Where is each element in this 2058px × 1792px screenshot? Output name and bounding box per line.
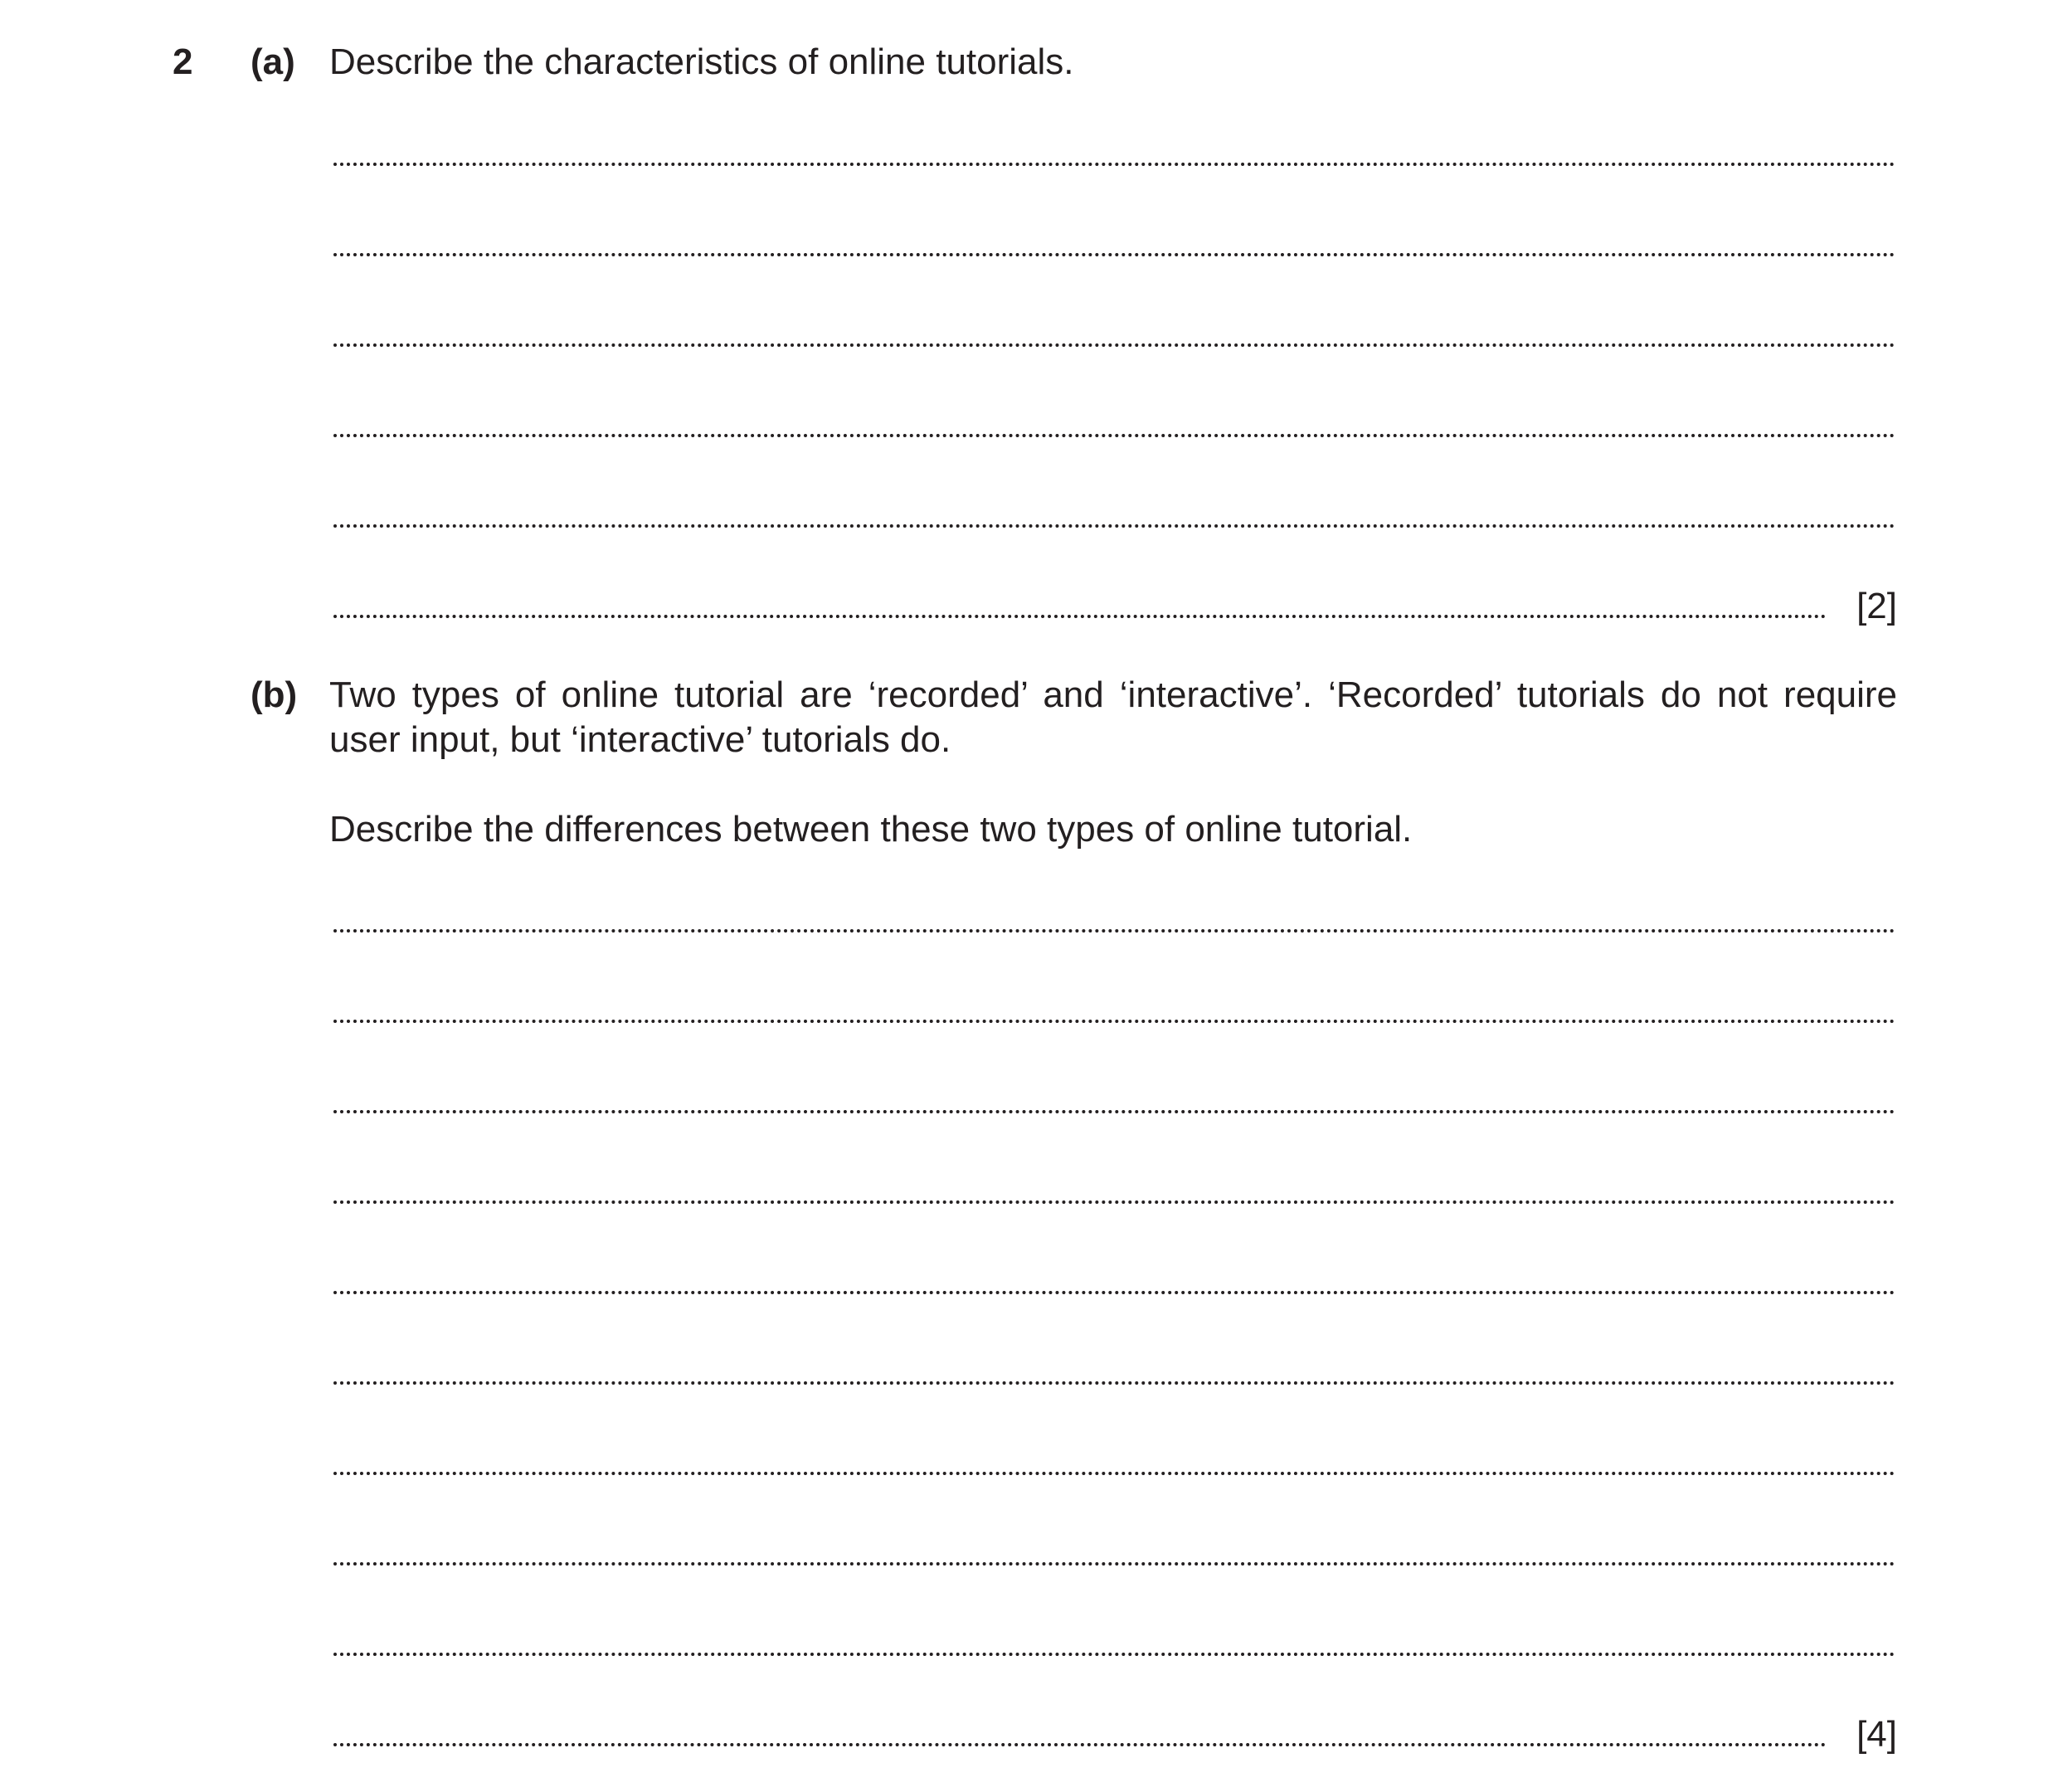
part-b-intro: Two types of online tutorial are ‘recorded’ and ‘interactive’. ‘Recorded’ tutorials do not require user input, but ‘interactive’ tutorials do. [329,674,1897,760]
part-b-prompt: Describe the differences between these two types of online tutorial. [329,809,1413,850]
answer-line[interactable] [333,1291,1895,1294]
part-b-marks: [4] [1856,1714,1897,1755]
answer-line[interactable] [333,434,1895,437]
answer-line[interactable] [333,253,1895,256]
answer-line[interactable] [333,343,1895,347]
answer-line[interactable] [333,1472,1895,1475]
answer-line[interactable] [333,615,1827,618]
answer-line[interactable] [333,1562,1895,1566]
answer-line[interactable] [333,1110,1895,1113]
part-b-label: (b) [251,674,298,715]
answer-line[interactable] [333,1743,1827,1746]
part-a-marks: [2] [1856,586,1897,626]
part-a-label: (a) [251,41,295,82]
answer-line[interactable] [333,929,1895,933]
answer-line[interactable] [333,1653,1895,1656]
question-number: 2 [173,41,193,82]
answer-line[interactable] [333,163,1895,166]
answer-line[interactable] [333,1200,1895,1204]
answer-line[interactable] [333,524,1895,528]
answer-line[interactable] [333,1381,1895,1385]
answer-line[interactable] [333,1020,1895,1023]
part-a-prompt: Describe the characteristics of online tutorials. [329,41,1074,82]
